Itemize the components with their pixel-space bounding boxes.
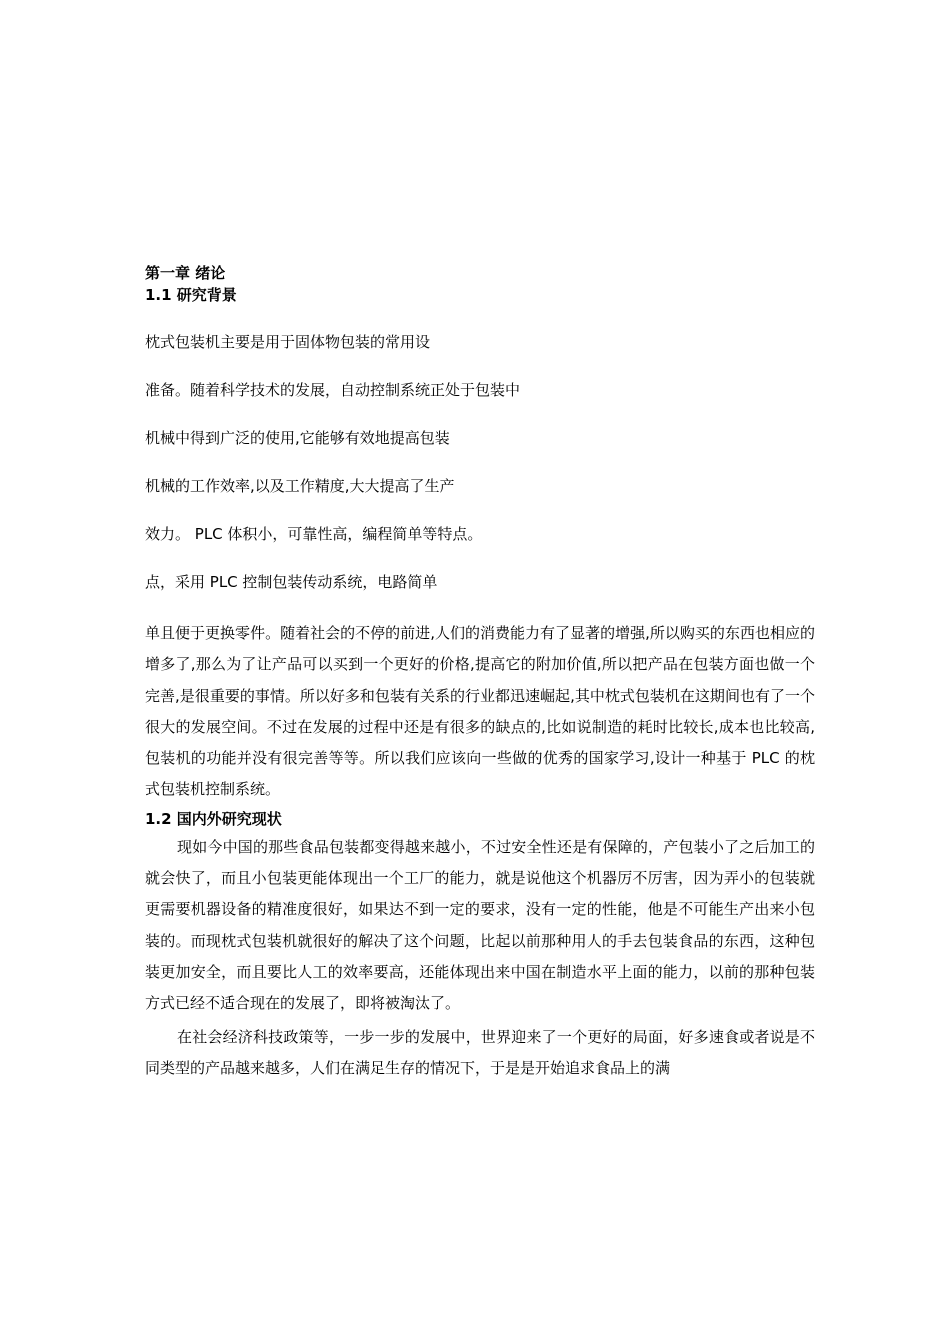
section-title-1-2: 1.2 国内外研究现状 (145, 809, 282, 828)
body-paragraph: 单且便于更换零件。随着社会的不停的前进,人们的消费能力有了显著的增强,所以购买的东西也相应的增多了,那么为了让产品可以买到一个更好的价格,提高它的附加价值,所以把产品在包装方面也做一个完善,是很重要的事情。所以好多和包装有关系的行业都迅速崛起,其中枕式包装机在这期间也有了一个很大的发展空间。不过在发展的过程中还是有很多的缺点的,比如说制造的耗时比较长,成本也比较高,包装机的功能并没有很完善等等。所以我们应该向一些做的优秀的国家学习,设计一种基于 PLC 的枕式包装机控制系统。 (145, 624, 815, 799)
document-content (145, 262, 815, 1084)
spacer (145, 402, 815, 426)
section-title-1-1: 1.1 研究背景 (145, 286, 237, 304)
spacer (145, 546, 815, 570)
text-line: 点，采用 PLC 控制包装传动系统，电路简单 (145, 573, 438, 591)
spacer (145, 306, 815, 330)
text-line: 机械中得到广泛的使用,它能够有效地提高包装 (145, 429, 450, 447)
body-paragraph: 现如今中国的那些食品包装都变得越来越小，不过安全性还是有保障的，产包装小了之后加工的就会快了，而且小包装更能体现出一个工厂的能力，就是说他这个机器厉不厉害，因为弄小的包装就更需要机器设备的精准度很好，如果达不到一定的要求，没有一定的性能，他是不可能生产出来小包装的。而现枕式包装机就很好的解决了这个问题，比起以前那种用人的手去包装食品的东西，这种包装更加安全，而且要比人工的效率要高，还能体现出来中国在制造水平上面的能力，以前的那种包装方式已经不适合现在的发展了，即将被淘汰了。 (145, 837, 815, 1013)
text-line: 准备。随着科学技术的发展，自动控制系统正处于包装中 (145, 381, 521, 399)
text-line: 机械的工作效率,以及工作精度,大大提高了生产 (145, 477, 455, 495)
spacer (145, 594, 815, 618)
spacer (145, 354, 815, 378)
chapter-title: 第一章 绪论 (145, 264, 226, 282)
body-paragraph: 在社会经济科技政策等，一步一步的发展中，世界迎来了一个更好的局面，好多速食或者说是不同类型的产品越来越多，人们在满足生存的情况下，于是是开始追求食品上的满 (145, 1027, 815, 1077)
text-line: 效力。 PLC 体积小，可靠性高，编程简单等特点。 (145, 525, 483, 543)
text-line: 枕式包装机主要是用于固体物包装的常用设 (145, 333, 431, 351)
spacer (145, 450, 815, 474)
spacer (145, 498, 815, 522)
